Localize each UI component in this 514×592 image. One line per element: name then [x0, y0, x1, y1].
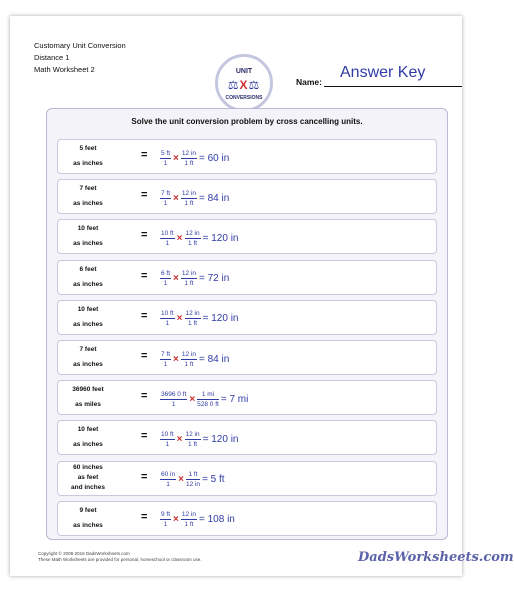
badge-top-text: UNIT	[235, 68, 253, 75]
given-fraction	[160, 229, 175, 248]
answer-result: = 84 in	[199, 353, 230, 365]
fraction-numerator: 5 ft	[161, 149, 171, 157]
problem-question	[58, 180, 118, 213]
name-label: Name:	[296, 77, 322, 87]
footer	[38, 551, 202, 563]
fraction-numerator: 6 ft	[161, 270, 171, 278]
fraction-numerator: 12 in	[185, 229, 200, 237]
header-subtitle: Distance 1	[34, 53, 70, 62]
question-line: as miles	[75, 401, 101, 409]
problem-row	[57, 420, 437, 455]
problem-row	[57, 340, 437, 375]
question-line: and inches	[71, 483, 105, 491]
fraction-numerator: 60 in	[161, 471, 176, 479]
fraction-numerator: 1 mi	[197, 390, 219, 400]
given-fraction	[160, 189, 171, 208]
conversion-expression	[160, 267, 229, 291]
fraction-numerator: 12 in	[181, 189, 196, 197]
question-line: as inches	[73, 160, 103, 167]
given-fraction	[160, 470, 176, 489]
conversion-factor	[185, 430, 201, 449]
equals-sign: =	[141, 309, 148, 322]
times-sign: ×	[173, 192, 179, 204]
question-line: 7 feet	[79, 185, 97, 193]
equals-sign: =	[141, 510, 148, 523]
fraction-denominator: 1 ft	[184, 360, 194, 368]
fraction-denominator: 1 ft	[184, 280, 194, 288]
question-line: 6 feet	[79, 265, 97, 273]
given-fraction	[160, 390, 187, 409]
problem-row	[57, 260, 437, 295]
answer-result: = 108 in	[199, 514, 235, 526]
conversion-factor	[185, 309, 201, 328]
question-line: as inches	[73, 361, 103, 368]
equals-sign: =	[141, 269, 148, 282]
conversion-factor	[181, 149, 197, 168]
answer-result: = 84 in	[199, 192, 230, 204]
conversion-expression	[160, 307, 238, 331]
given-fraction	[160, 269, 171, 288]
fraction-numerator: 10 ft	[161, 310, 174, 318]
question-line: 60 inches	[73, 463, 103, 471]
answer-result: = 120 in	[202, 313, 239, 325]
question-line: as inches	[73, 240, 103, 248]
fraction-denominator: 1	[163, 280, 168, 288]
problem-question	[58, 261, 118, 294]
header-worksheet-number: Math Worksheet 2	[34, 65, 95, 74]
equals-sign: =	[141, 229, 148, 242]
problem-question	[58, 462, 118, 495]
fraction-denominator: 1 ft	[188, 320, 198, 328]
answer-result: = 60 in	[199, 152, 230, 164]
fraction-denominator: 1	[171, 400, 176, 408]
question-line: as inches	[73, 280, 103, 288]
instructions: Solve the unit conversion problem by cross cancelling units.	[131, 117, 363, 126]
question-line: 9 feet	[79, 506, 97, 514]
times-sign: ×	[173, 273, 179, 285]
question-line: as inches	[73, 320, 103, 328]
equals-sign: =	[141, 149, 148, 161]
fraction-numerator: 10 ft	[161, 430, 174, 438]
question-line: 5 feet	[79, 145, 97, 152]
answer-result: = 72 in	[199, 273, 230, 285]
times-sign: ×	[173, 353, 179, 365]
fraction-denominator: 1	[165, 440, 170, 448]
problem-row	[57, 139, 437, 174]
conversion-expression	[160, 226, 238, 250]
problem-question	[58, 220, 118, 253]
answer-result: = 5 ft	[202, 474, 225, 486]
problem-row	[57, 461, 437, 496]
problem-row	[57, 380, 437, 415]
fraction-denominator: 1 ft	[188, 440, 198, 448]
question-line: 10 feet	[77, 225, 99, 233]
badge-symbols: ⚖X⚖	[227, 78, 261, 92]
equals-sign: =	[141, 470, 148, 483]
given-fraction	[160, 510, 171, 529]
given-fraction	[160, 149, 171, 168]
fraction-denominator: 1	[166, 481, 170, 489]
times-sign: ×	[173, 514, 179, 526]
question-line: 10 feet	[77, 426, 99, 434]
conversion-factor	[186, 470, 200, 489]
question-line: as inches	[73, 200, 103, 208]
times-sign: ×	[189, 393, 196, 405]
problem-question	[58, 140, 118, 173]
given-fraction	[160, 350, 171, 369]
times-sign: ×	[176, 313, 183, 325]
answer-result: = 120 in	[202, 232, 239, 244]
conversion-factor	[181, 350, 197, 369]
answer-key-label: Answer Key	[340, 64, 426, 81]
equals-sign: =	[141, 350, 148, 362]
problem-row	[57, 300, 437, 335]
fraction-denominator: 1	[163, 521, 168, 529]
problem-question	[58, 341, 118, 374]
fraction-numerator: 12 in	[181, 511, 196, 519]
question-line: 7 feet	[79, 346, 97, 353]
worksheet-header	[34, 40, 126, 76]
problem-row	[57, 179, 437, 214]
unit-conversions-badge-icon	[215, 54, 273, 112]
fraction-numerator: 12 in	[181, 149, 196, 157]
times-sign: ×	[178, 474, 184, 486]
problem-row	[57, 219, 437, 254]
fraction-denominator: 1	[163, 159, 168, 167]
fraction-denominator: 1 ft	[184, 521, 194, 529]
conversion-factor	[181, 269, 197, 288]
fraction-denominator: 1 ft	[184, 199, 194, 207]
conversion-factor	[181, 189, 197, 208]
fraction-numerator: 12 in	[181, 270, 196, 278]
fraction-numerator: 3696 0 ft	[161, 390, 187, 398]
fraction-numerator: 9 ft	[161, 511, 171, 519]
conversion-expression	[160, 186, 229, 210]
conversion-expression	[160, 146, 229, 170]
problem-question	[58, 301, 118, 334]
fraction-denominator: 528 0 ft	[197, 400, 219, 408]
answer-result: = 7 mi	[220, 393, 249, 405]
conversion-expression	[160, 427, 238, 451]
conversion-factor	[185, 229, 201, 248]
name-line	[324, 86, 462, 87]
problem-question	[58, 421, 118, 454]
conversion-expression	[160, 387, 248, 411]
given-fraction	[160, 309, 175, 328]
equals-sign: =	[141, 189, 148, 202]
conversion-expression	[160, 347, 229, 371]
times-sign: ×	[176, 232, 183, 244]
fraction-numerator: 1 ft	[186, 470, 200, 480]
usage-note: These Math Worksheets are provided for personal, homeschool or classroom use.	[38, 557, 202, 562]
question-line: 10 feet	[77, 305, 99, 313]
equals-sign: =	[141, 430, 148, 443]
fraction-denominator: 1 ft	[188, 239, 198, 247]
question-line: as feet	[77, 473, 99, 481]
copyright-text: Copyright © 2008-2016 DadsWorksheets.com	[38, 551, 130, 556]
fraction-denominator: 1	[165, 239, 170, 247]
fraction-numerator: 12 in	[181, 350, 196, 358]
badge-bottom-text: CONVERSIONS	[225, 95, 263, 101]
fraction-numerator: 12 in	[185, 310, 200, 318]
fraction-denominator: 12 in	[185, 481, 201, 489]
fraction-numerator: 7 ft	[161, 189, 171, 197]
dadsworksheets-logo: DadsWorksheets.com	[358, 550, 514, 565]
question-line: as inches	[73, 521, 103, 529]
equals-sign: =	[141, 390, 148, 403]
fraction-denominator: 1 ft	[184, 159, 194, 167]
problems-frame	[46, 108, 448, 540]
badge-times-glyph: X	[239, 78, 249, 92]
times-sign: ×	[173, 152, 179, 164]
times-sign: ×	[176, 433, 183, 445]
fraction-numerator: 10 ft	[161, 229, 174, 237]
header-title: Customary Unit Conversion	[34, 41, 126, 50]
problem-question	[58, 502, 118, 535]
problem-question	[58, 381, 118, 414]
conversion-factor	[181, 510, 197, 529]
conversion-expression	[160, 508, 235, 532]
question-line: 36960 feet	[72, 386, 104, 394]
fraction-numerator: 7 ft	[161, 350, 171, 358]
fraction-numerator: 12 in	[185, 430, 200, 438]
conversion-factor	[197, 390, 219, 409]
fraction-denominator: 1	[165, 320, 170, 328]
problem-row	[57, 501, 437, 536]
conversion-expression	[160, 468, 225, 492]
fraction-denominator: 1	[163, 360, 168, 368]
fraction-denominator: 1	[163, 199, 168, 207]
answer-result: = 120 in	[202, 433, 239, 445]
question-line: as inches	[73, 441, 103, 449]
given-fraction	[160, 430, 175, 449]
worksheet-page	[10, 16, 514, 576]
